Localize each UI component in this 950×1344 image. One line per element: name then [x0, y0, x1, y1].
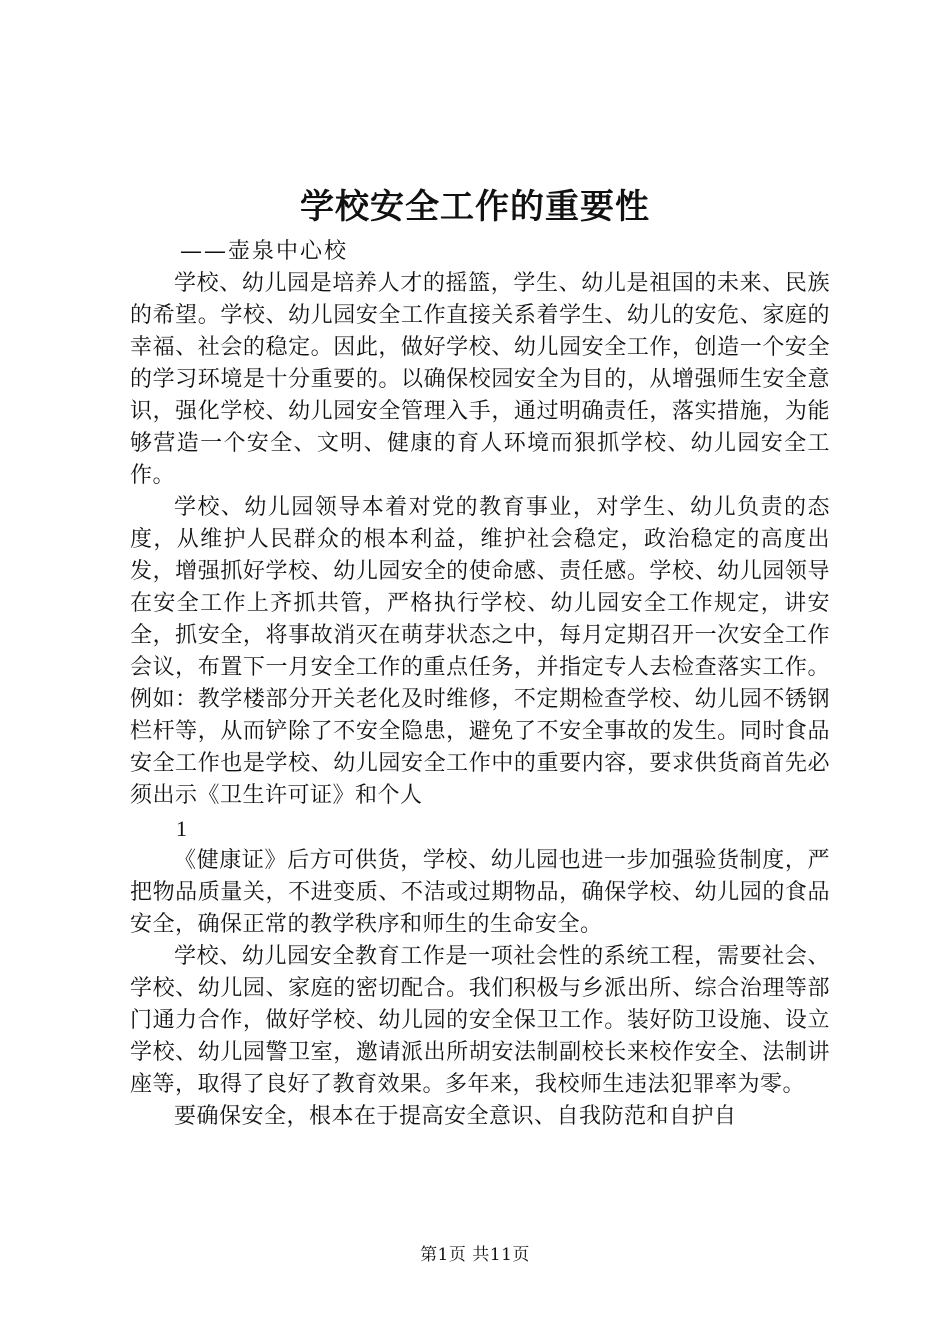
- body-text-part2: [130, 845, 830, 1133]
- body-paragraph: 要确保安全，根本在于提高安全意识、自我防范和自护自: [174, 1104, 737, 1129]
- body-paragraph: 学校、幼儿园是培养人才的摇篮，学生、幼儿是祖国的未来、民族的希望。学校、幼儿园安全工作直接关系着学生、幼儿的安危、家庭的幸福、社会的稳定。因此，做好学校、幼儿园安全工作，创造一个安全的学习环境是十分重要的。以确保校园安全为目的，从增强师生安全意识，强化学校、幼儿园安全管理入手，通过明确责任，落实措施，为能够营造一个安全、文明、健康的育人环境而狠抓学校、幼儿园安全工作。: [130, 271, 830, 488]
- body-paragraph: 《健康证》后方可供货，学校、幼儿园也进一步加强验货制度，严把物品质量关，不进变质、不洁或过期物品，确保学校、幼儿园的食品安全，确保正常的教学秩序和师生的生命安全。: [130, 848, 830, 937]
- document-byline: ——壶泉中心校: [180, 239, 349, 264]
- document-title: 学校安全工作的重要性: [300, 187, 650, 227]
- body-text-part1: [130, 268, 830, 812]
- page-footer: 第1页 共11页: [420, 1245, 530, 1265]
- body-paragraph: 学校、幼儿园领导本着对党的教育事业，对学生、幼儿负责的态度，从维护人民群众的根本利益，维护社会稳定，政治稳定的高度出发，增强抓好学校、幼儿园安全的使命感、责任感。学校、幼儿园领导在安全工作上齐抓共管，严格执行学校、幼儿园安全工作规定，讲安全，抓安全，将事故消灭在萌芽状态之中，每月定期召开一次安全工作会议，布置下一月安全工作的重点任务，并指定专人去检查落实工作。例如：教学楼部分开关老化及时维修，不定期检查学校、幼儿园不锈钢栏杆等，从而铲除了不安全隐患，避免了不安全事故的发生。同时食品安全工作也是学校、幼儿园安全工作中的重要内容，要求供货商首先必须出示《卫生许可证》和个人: [130, 495, 830, 808]
- body-paragraph: 学校、幼儿园安全教育工作是一项社会性的系统工程，需要社会、学校、幼儿园、家庭的密切配合。我们积极与乡派出所、综合治理等部门通力合作，做好学校、幼儿园的安全保卫工作。装好防卫设施、设立学校、幼儿园警卫室，邀请派出所胡安法制副校长来校作安全、法制讲座等，取得了良好了教育效果。多年来，我校师生违法犯罪率为零。: [130, 944, 830, 1097]
- inline-page-number: 1: [176, 816, 187, 841]
